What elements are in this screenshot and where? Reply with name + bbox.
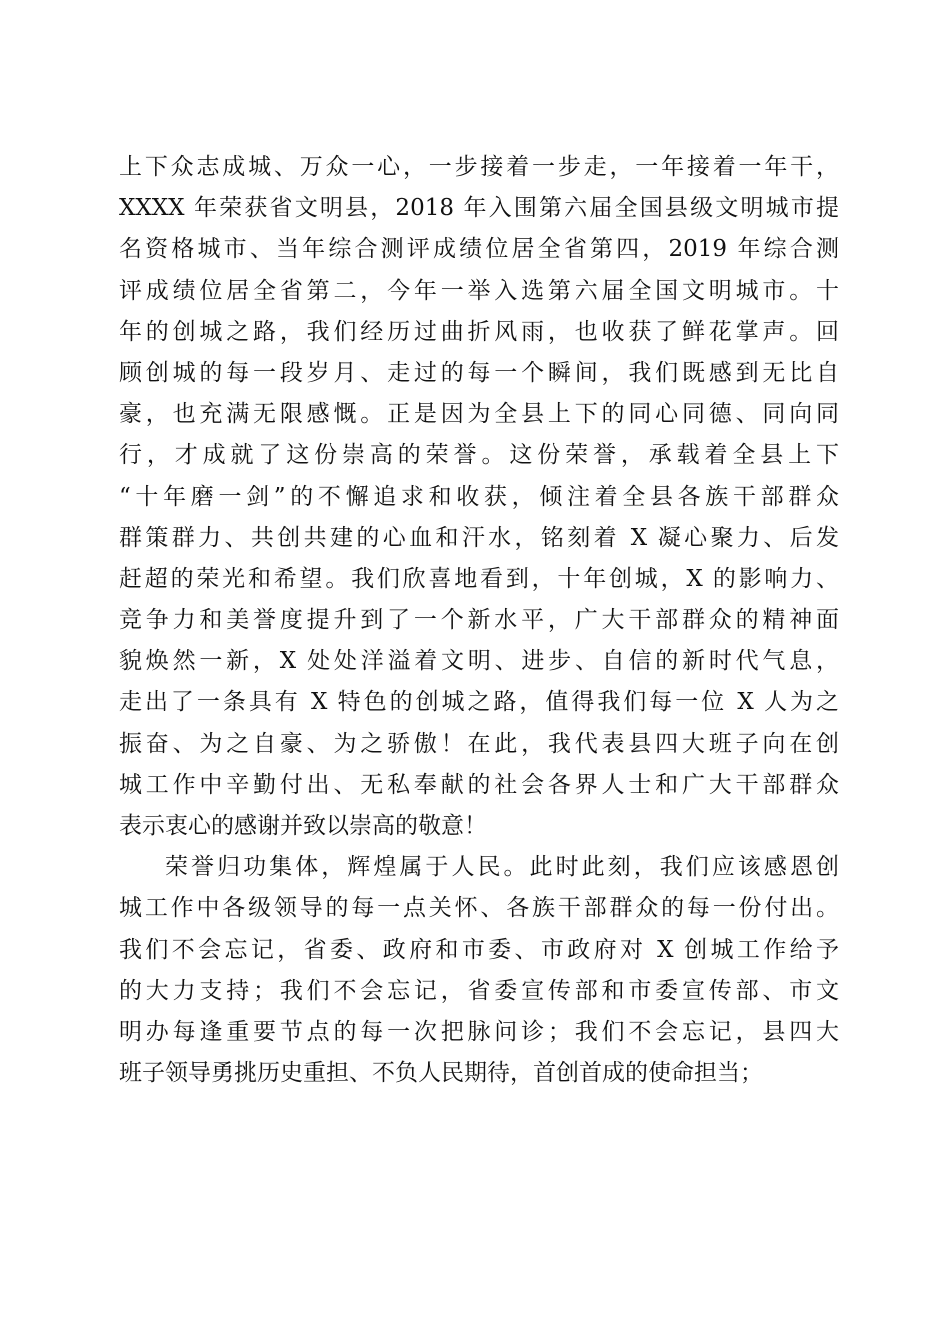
text-line: 年的创城之路，我们经历过曲折风雨，也收获了鲜花掌声。回 bbox=[119, 318, 839, 345]
text-line: 群策群力、共创共建的心血和汗水，铭刻着 X 凝心聚力、后发 bbox=[119, 524, 839, 551]
text-line: 我们不会忘记，省委、政府和市委、市政府对 X 创城工作给予 bbox=[119, 936, 839, 963]
paragraph bbox=[119, 147, 839, 847]
text-line: 赶超的荣光和希望。我们欣喜地看到，十年创城，X 的影响力、 bbox=[119, 565, 839, 592]
text-line: 的大力支持；我们不会忘记，省委宣传部和市委宣传部、市文 bbox=[119, 977, 839, 1004]
text-line: 行，才成就了这份崇高的荣誉。这份荣誉，承载着全县上下 bbox=[119, 442, 839, 469]
text-line: 名资格城市、当年综合测评成绩位居全省第四，2019 年综合测 bbox=[119, 236, 839, 263]
text-line: 明办每逢重要节点的每一次把脉问诊；我们不会忘记，县四大 bbox=[119, 1018, 839, 1045]
text-line: 貌焕然一新，X 处处洋溢着文明、进步、自信的新时代气息， bbox=[119, 648, 839, 675]
text-line: 表示衷心的感谢并致以崇高的敬意！ bbox=[119, 813, 487, 839]
body-text bbox=[119, 147, 839, 1094]
text-line: 城工作中辛勤付出、无私奉献的社会各界人士和广大干部群众 bbox=[119, 771, 839, 798]
text-line: XXXX 年荣获省文明县，2018 年入围第六届全国县级文明城市提 bbox=[119, 195, 839, 222]
text-line: 走出了一条具有 X 特色的创城之路，值得我们每一位 X 人为之 bbox=[119, 689, 839, 716]
paragraph bbox=[119, 847, 839, 1094]
text-line: 上下众志成城、万众一心，一步接着一步走，一年接着一年干， bbox=[119, 154, 839, 180]
text-line: 班子领导勇挑历史重担、不负人民期待，首创首成的使命担当； bbox=[119, 1060, 763, 1087]
text-line: 顾创城的每一段岁月、走过的每一个瞬间，我们既感到无比自 bbox=[119, 359, 839, 386]
text-line: 城工作中各级领导的每一点关怀、各族干部群众的每一份付出。 bbox=[119, 895, 839, 922]
text-line: 评成绩位居全省第二，今年一举入选第六届全国文明城市。十 bbox=[119, 277, 839, 304]
text-line: “十年磨一剑”的不懈追求和收获，倾注着全县各族干部群众 bbox=[119, 483, 839, 510]
text-line: 荣誉归功集体，辉煌属于人民。此时此刻，我们应该感恩创 bbox=[165, 854, 839, 881]
text-line: 竞争力和美誉度提升到了一个新水平，广大干部群众的精神面 bbox=[119, 607, 839, 634]
text-line: 振奋、为之自豪、为之骄傲！在此，我代表县四大班子向在创 bbox=[119, 730, 839, 757]
text-line: 豪，也充满无限感慨。正是因为全县上下的同心同德、同向同 bbox=[119, 401, 839, 428]
